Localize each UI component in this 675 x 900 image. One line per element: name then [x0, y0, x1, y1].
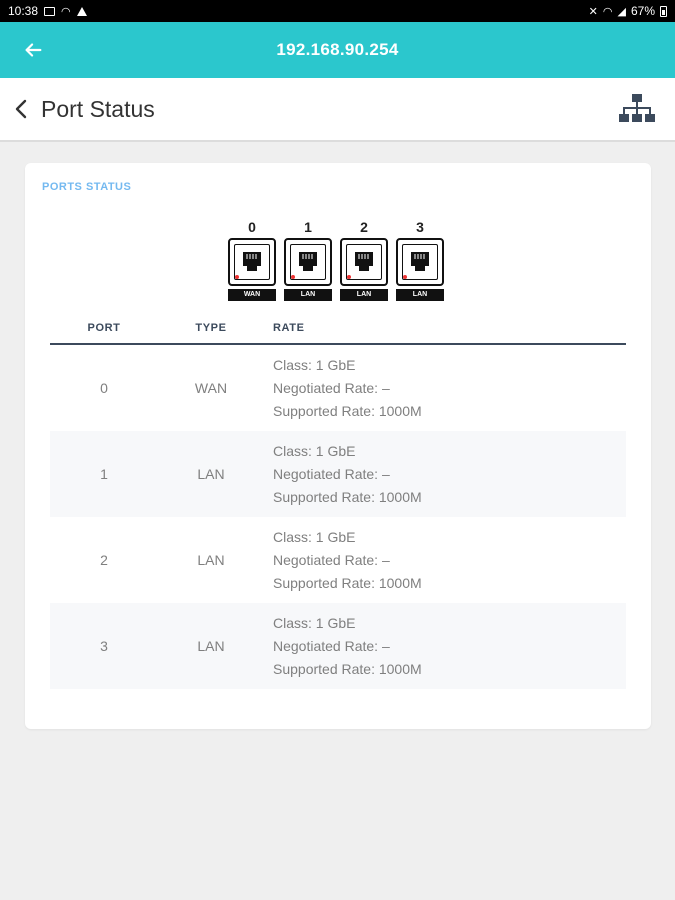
- header-port: PORT: [87, 322, 121, 334]
- ports-status-card: [25, 163, 651, 729]
- rate-supported: Supported Rate: 1000M: [273, 402, 422, 419]
- ethernet-port-icon: [228, 238, 276, 286]
- port-tag: WAN: [228, 289, 276, 301]
- rate-class: Class: 1 GbE: [273, 528, 356, 545]
- table-row: [50, 603, 626, 689]
- rate-negotiated: Negotiated Rate: –: [273, 465, 390, 482]
- ethernet-port-icon: [284, 238, 332, 286]
- port-led: [291, 275, 295, 279]
- cell-port: 3: [100, 638, 108, 654]
- cell-type: LAN: [197, 466, 225, 482]
- network-topology-icon[interactable]: [619, 93, 655, 125]
- port-number: 0: [248, 219, 256, 235]
- port-graphic-3: [396, 218, 444, 301]
- rate-class: Class: 1 GbE: [273, 614, 356, 631]
- header-rate: RATE: [273, 322, 305, 334]
- cell-type: LAN: [197, 638, 225, 654]
- ethernet-port-icon: [340, 238, 388, 286]
- cell-port: 1: [100, 466, 108, 482]
- mute-icon: ✕: [588, 5, 598, 18]
- ports-table: [50, 313, 626, 689]
- cell-type: WAN: [194, 380, 228, 396]
- port-tag: LAN: [340, 289, 388, 301]
- cell-port: 0: [100, 380, 108, 396]
- app-bar: [0, 22, 675, 78]
- port-led: [347, 275, 351, 279]
- cell-rate: [264, 612, 626, 681]
- cell-rate: [264, 440, 626, 509]
- page-header: [0, 78, 675, 142]
- wifi-icon: ◠: [61, 5, 71, 18]
- header-type: TYPE: [195, 322, 227, 334]
- status-bar: [0, 0, 675, 22]
- port-graphic-0: [228, 218, 276, 301]
- cell-signal-icon: ◢: [617, 5, 626, 18]
- rate-supported: Supported Rate: 1000M: [273, 488, 422, 505]
- chevron-left-icon[interactable]: [12, 98, 32, 120]
- section-title: PORTS STATUS: [42, 181, 132, 193]
- table-row: [50, 517, 626, 603]
- table-row: [50, 431, 626, 517]
- wifi-signal-icon: ◠: [602, 5, 613, 18]
- port-tag: LAN: [284, 289, 332, 301]
- page-title: Port Status: [41, 95, 155, 122]
- battery-icon: [660, 6, 667, 17]
- table-row: [50, 345, 626, 431]
- port-graphic-2: [340, 218, 388, 301]
- port-number: 2: [360, 219, 368, 235]
- ports-graphic: [228, 218, 444, 301]
- status-time: 10:38: [8, 4, 39, 18]
- rate-class: Class: 1 GbE: [273, 356, 356, 373]
- battery-percent: 67%: [630, 4, 655, 18]
- rate-negotiated: Negotiated Rate: –: [273, 379, 390, 396]
- port-led: [235, 275, 239, 279]
- port-number: 1: [304, 219, 312, 235]
- table-header: [50, 313, 626, 345]
- cell-rate: [264, 526, 626, 595]
- rate-class: Class: 1 GbE: [273, 442, 356, 459]
- gallery-icon: [44, 7, 55, 16]
- rate-negotiated: Negotiated Rate: –: [273, 551, 390, 568]
- port-number: 3: [416, 219, 424, 235]
- rate-negotiated: Negotiated Rate: –: [273, 637, 390, 654]
- arrow-left-icon[interactable]: [22, 39, 44, 61]
- port-graphic-1: [284, 218, 332, 301]
- cell-rate: [264, 354, 626, 423]
- rate-supported: Supported Rate: 1000M: [273, 574, 422, 591]
- warning-icon: [77, 7, 87, 16]
- app-bar-title: 192.168.90.254: [276, 40, 399, 59]
- rate-supported: Supported Rate: 1000M: [273, 660, 422, 677]
- cell-port: 2: [100, 552, 108, 568]
- port-tag: LAN: [396, 289, 444, 301]
- cell-type: LAN: [197, 552, 225, 568]
- ethernet-port-icon: [396, 238, 444, 286]
- port-led: [403, 275, 407, 279]
